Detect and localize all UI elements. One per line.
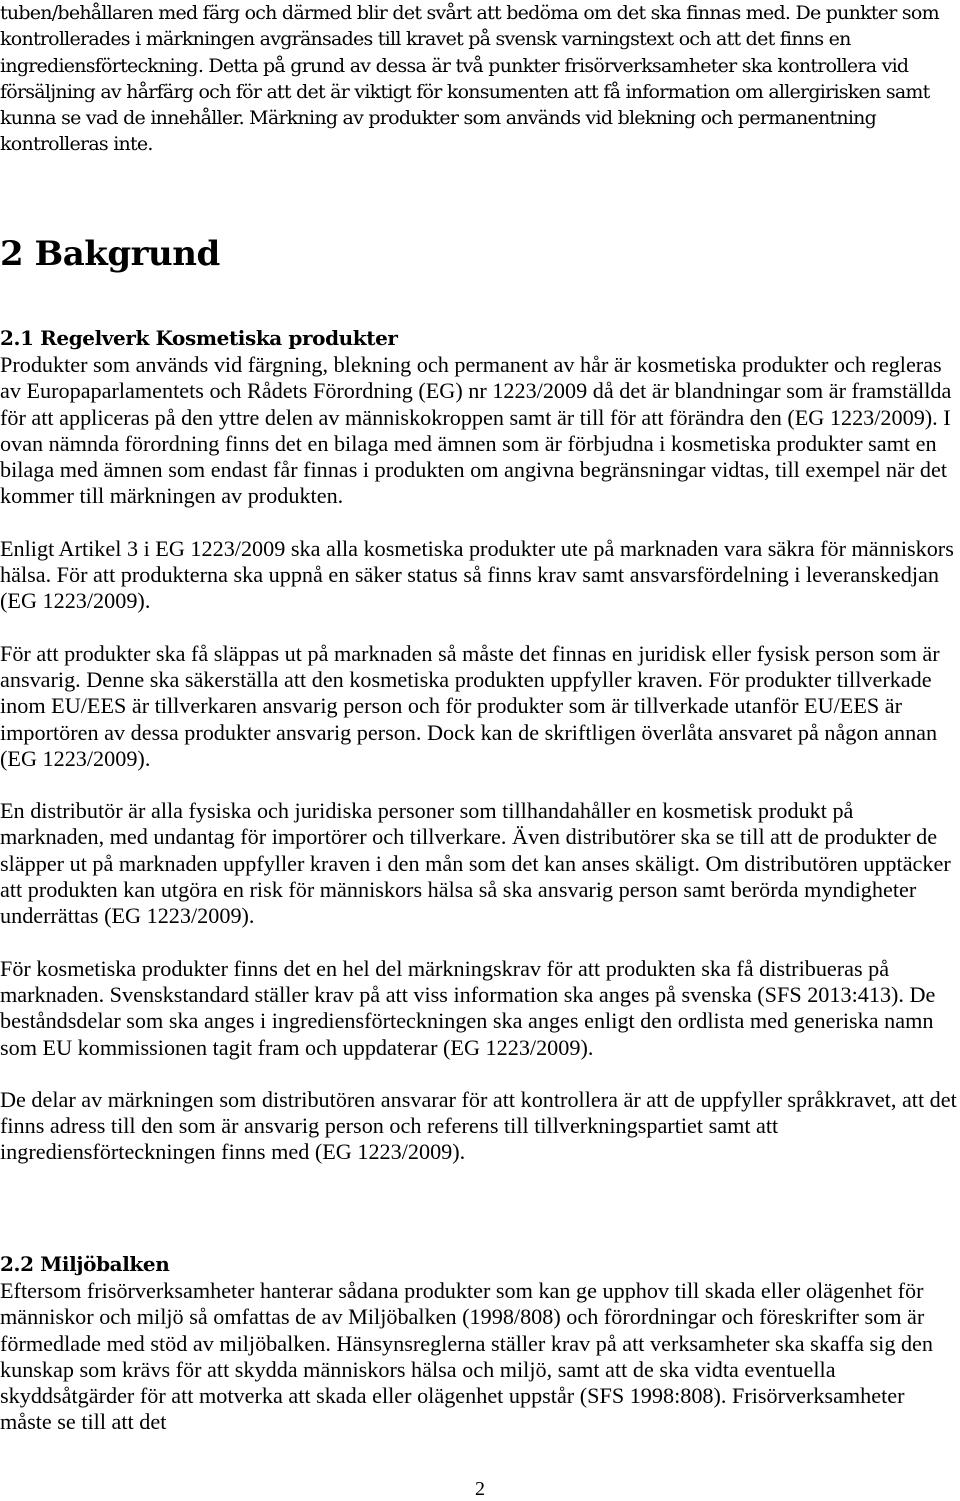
paragraph: För kosmetiska produkter finns det en hel del märkningskrav för att produkten ska få distribueras på marknaden. Svenskstandard ställer krav på att viss information ska anges på svenska (SFS 2013:413). De beståndsdelar som ska anges i ingrediensförteckningen ska anges enligt den ordlista med generiska namn som EU kommissionen tagit fram och uppdaterar (EG 1223/2009).: [0, 955, 936, 1060]
page-number: 2: [475, 1478, 485, 1500]
paragraph: Enligt Artikel 3 i EG 1223/2009 ska alla kosmetiska produkter ute på marknaden vara säkra för människors hälsa. För att produkterna ska uppnå en säker status så finns krav samt ansvarsfördelning i leveranskedjan (EG 1223/2009).: [0, 535, 954, 614]
intro-paragraph: tuben/behållaren med färg och därmed blir det svårt att bedöma om det ska finnas med. De punkter som kontrollerades i märkningen avgränsades till kravet på svensk varningstext och att det finns en ingrediensförteckning. Detta på grund av dessa är två punkter frisörverksamheter ska kontrollera vid försäljning av hårfärg och för att det är viktigt för konsumenten att få information om allergirisken samt kunna se vad de innehåller. Märkning av produkter som används vid blekning och permanentning kontrolleras inte.: [0, 2, 939, 156]
paragraph: För att produkter ska få släppas ut på marknaden så måste det finnas en juridisk eller fysisk person som är ansvarig. Denne ska säkerställa att den kosmetiska produkten uppfyller kraven. För produkter tillverkade inom EU/EES är tillverkaren ansvarig person och för produkter som är tillverkade utanför EU/EES är importören av dessa produkter ansvarig person. Dock kan de skriftligen överlåta ansvaret på någon annan (EG 1223/2009).: [0, 640, 940, 771]
section-2-1: [0, 324, 958, 1166]
section-2-2: [0, 1250, 958, 1436]
section-heading: 2.2 Miljöbalken: [0, 1252, 170, 1276]
paragraph: De delar av märkningen som distributören ansvarar för att kontrollera är att de uppfyller språkkravet, att det finns adress till den som är ansvarig person och referens till tillverkningspartiet samt att ingrediensförteckningen finns med (EG 1223/2009).: [0, 1086, 957, 1165]
section-heading: 2.1 Regelverk Kosmetiska produkter: [0, 326, 398, 350]
paragraph: Eftersom frisörverksamheter hanterar sådana produkter som kan ge upphov till skada eller olägenhet för människor och miljö så omfattas de av Miljöbalken (1998/808) och förordningar och föreskrifter som är förmedlade med stöd av miljöbalken. Hänsynsreglerna ställer krav på att verksamheter ska skaffa sig den kunskap som krävs för att skydda människors hälsa och miljö, samt att de ska vidta eventuella skyddsåtgärder för att motverka att skada eller olägenhet uppstår (SFS 1998:808). Frisörverksamheter måste se till att det: [0, 1278, 934, 1435]
paragraph: En distributör är alla fysiska och juridiska personer som tillhandahåller en kosmetisk produkt på marknaden, med undantag för importörer och tillverkare. Även distributörer ska se till att de produkter de släpper ut på marknaden uppfyller kraven i den mån som det kan anses skäligt. Om distributören upptäcker att produkten kan utgöra en risk för människors hälsa så ska ansvarig person samt berörda myndigheter underrättas (EG 1223/2009).: [0, 798, 951, 929]
paragraph: Produkter som används vid färgning, blekning och permanent av hår är kosmetiska produkter och regleras av Europaparlamentets och Rådets Förordning (EG) nr 1223/2009 då det är blandningar som är framställda för att appliceras på den yttre delen av människokroppen samt är till för att förändra den (EG 1223/2009). I ovan nämnda förordning finns det en bilaga med ämnen som är förbjudna i kosmetiska produkter samt en bilaga med ämnen som endast får finnas i produkten om angivna begränsningar vidtas, till exempel när det kommer till märkningen av produkten.: [0, 352, 952, 509]
chapter-heading: 2 Bakgrund: [0, 234, 220, 274]
